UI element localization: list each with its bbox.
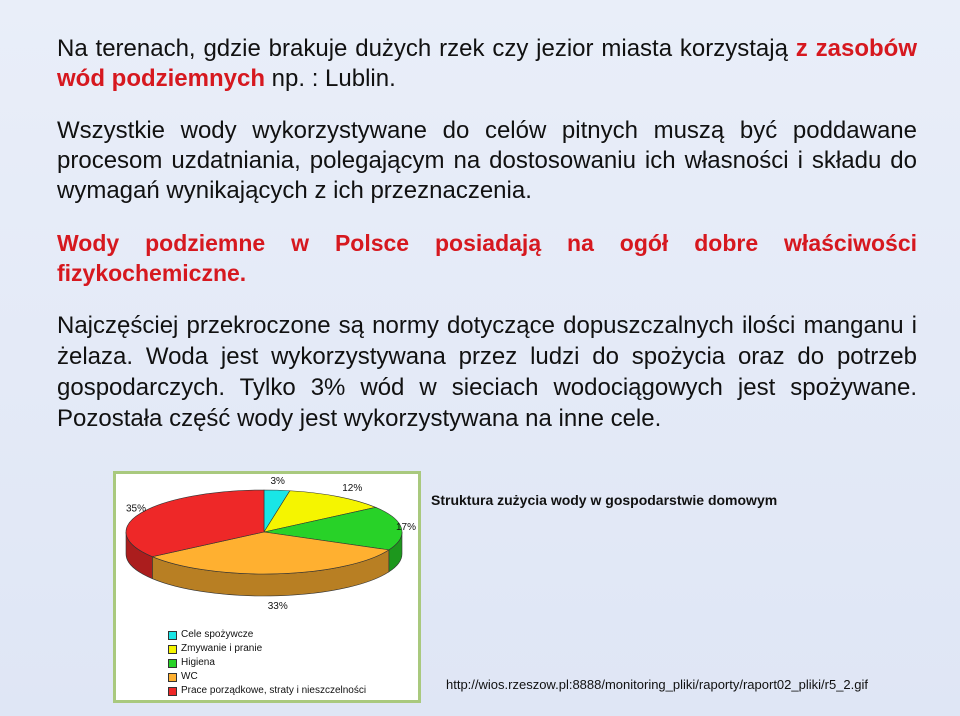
paragraph-1 — [57, 34, 917, 94]
legend-item-4 — [168, 684, 366, 698]
pie-chart — [113, 471, 421, 703]
legend-label: Cele spożywcze — [181, 629, 254, 640]
legend-item-0 — [168, 628, 366, 642]
p1-text: Na terenach, gdzie brakuje dużych rzek czy jezior miasta korzystają — [57, 35, 796, 62]
p1-tail: np. : Lublin. — [265, 65, 396, 92]
legend-label: Higiena — [181, 657, 215, 668]
pie-label-2: 17% — [396, 522, 417, 534]
p1-highlight: z zasobów wód podziemnych — [57, 35, 917, 92]
pie-label-4: 35% — [125, 503, 146, 515]
source-link[interactable]: http://wios.rzeszow.pl:8888/monitoring_pliki/raporty/raport02_pliki/r5_2.gif — [446, 677, 868, 692]
chart-title: Struktura zużycia wody w gospodarstwie domowym — [431, 492, 778, 508]
pie-label-0: 3% — [270, 476, 285, 487]
legend-item-3 — [168, 670, 366, 684]
legend-item-1 — [168, 642, 366, 656]
chart-legend — [168, 628, 366, 698]
paragraph-4: Najczęściej przekroczone są normy dotyczące dopuszczalnych ilości manganu i żelaza. Woda jest wykorzystywana przez ludzi do spożycia oraz do potrzeb gospodarczych. Tylko 3% wód w sieciach wodociągowych jest spożywane. Pozostała część wody jest wykorzystywana na inne cele. — [57, 312, 917, 432]
pie-label-3: 33% — [267, 600, 288, 612]
legend-item-2 — [168, 656, 366, 670]
legend-swatch — [168, 673, 177, 682]
legend-swatch — [168, 631, 177, 640]
legend-label: Zmywanie i pranie — [181, 643, 263, 654]
legend-label: WC — [181, 671, 198, 682]
paragraph-2: Wszystkie wody wykorzystywane do celów pitnych muszą być poddawane procesom uzdatniania, polegającym na dostosowaniu ich własności i składu do wymagań wynikających z ich przeznaczenia. — [57, 117, 917, 204]
paragraph-3: Wody podziemne w Polsce posiadają na ogół dobre właściwości fizykochemiczne. — [57, 230, 917, 286]
pie-label-1: 12% — [342, 483, 363, 495]
slide-text — [57, 34, 917, 434]
legend-swatch — [168, 645, 177, 654]
legend-swatch — [168, 659, 177, 668]
legend-swatch — [168, 687, 177, 696]
legend-label: Prace porządkowe, straty i nieszczelności — [181, 685, 367, 696]
